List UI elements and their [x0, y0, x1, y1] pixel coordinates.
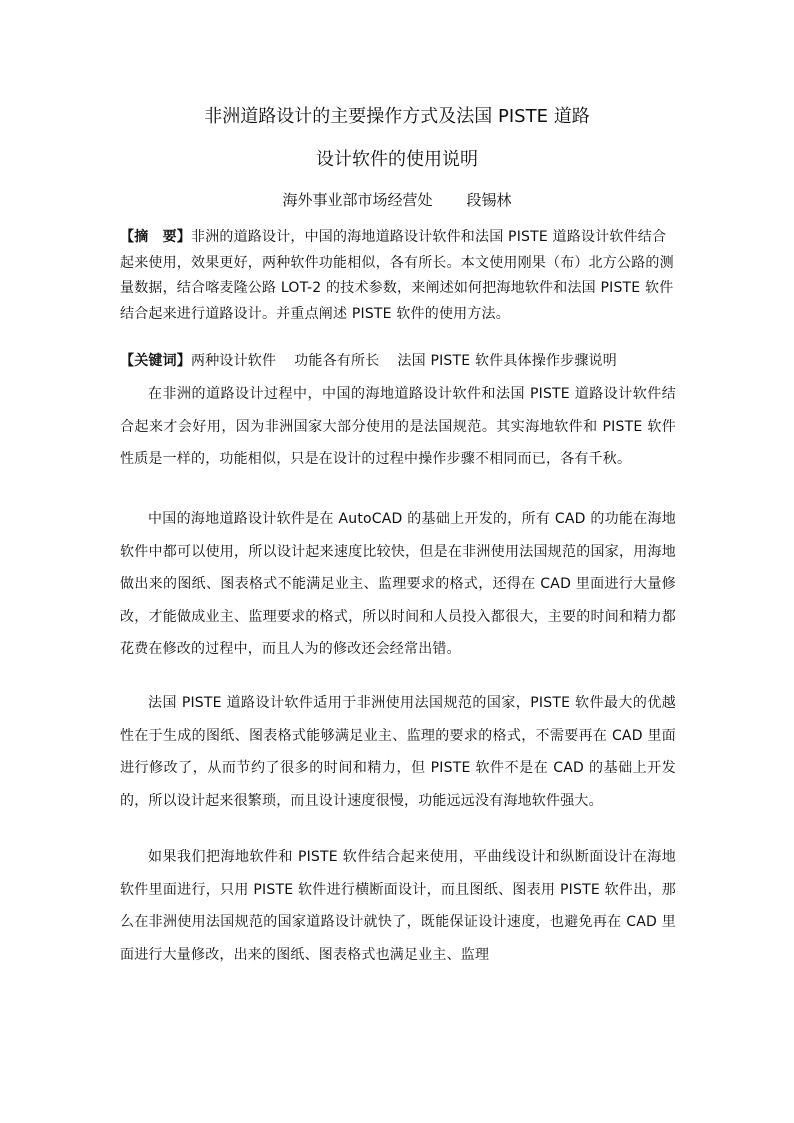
- abstract: [120, 225, 676, 327]
- keywords-label: 【关键词】: [120, 353, 191, 369]
- abstract-text: 非洲的道路设计，中国的海地道路设计软件和法国 PISTE 道路设计软件结合起来使用，效果更好，两种软件功能相似，各有所长。本文使用刚果（布）北方公路的测量数据，结合喀麦隆公路 LOT-2 的技术参数，来阐述如何把海地软件和法国 PISTE 软件结合起来进行道路设计。并重点阐述 PISTE 软件的使用方法。: [120, 229, 674, 322]
- abstract-label: 【摘 要】: [120, 229, 191, 245]
- keywords: [120, 348, 676, 374]
- body-paragraph-4: 如果我们把海地软件和 PISTE 软件结合起来使用，平曲线设计和纵断面设计在海地软件里面进行，只用 PISTE 软件进行横断面设计，而且图纸、图表用 PISTE 软件出，那么在非洲使用法国规范的国家道路设计就快了，既能保证设计速度，也避免再在 CAD 里面进行大量修改，出来的图纸、图表格式也满足业主、监理: [120, 849, 676, 963]
- author-line: [0, 188, 794, 212]
- body-paragraph-1: 在非洲的道路设计过程中，中国的海地道路设计软件和法国 PISTE 道路设计软件结合起来才会好用，因为非洲国家大部分使用的是法国规范。其实海地软件和 PISTE 软件性质是一样的，功能相似，只是在设计的过程中操作步骤不相同而已，各有千秋。: [120, 386, 676, 468]
- document-title-line-2: 设计软件的使用说明: [316, 149, 478, 170]
- author-unit: 海外事业部市场经营处: [282, 191, 433, 209]
- keyword-3: 法国 PISTE 软件具体操作步骤说明: [397, 353, 617, 369]
- keyword-1: 两种设计软件: [191, 353, 277, 369]
- body-paragraph-3: 法国 PISTE 道路设计软件适用于非洲使用法国规范的国家，PISTE 软件最大的优越性在于生成的图纸、图表格式能够满足业主、监理的要求的格式，不需要再在 CAD 里面进行修改了，从而节约了很多的时间和精力，但 PISTE 软件不是在 CAD 的基础上开发的，所以设计起来很繁琐，而且设计速度很慢，功能远远没有海地软件强大。: [120, 695, 676, 809]
- author-name: 段锡林: [466, 191, 512, 209]
- document-title-line-1: 非洲道路设计的主要操作方式及法国 PISTE 道路: [204, 106, 590, 127]
- keyword-2: 功能各有所长: [294, 353, 380, 369]
- body-paragraph-2: 中国的海地道路设计软件是在 AutoCAD 的基础上开发的，所有 CAD 的功能在海地软件中都可以使用，所以设计起来速度比较快，但是在非洲使用法国规范的国家，用海地做出来的图纸、图表格式不能满足业主、监理要求的格式，还得在 CAD 里面进行大量修改，才能做成业主、监理要求的格式，所以时间和人员投入都很大，主要的时间和精力都花费在修改的过程中，而且人为的修改还会经常出错。: [120, 511, 676, 658]
